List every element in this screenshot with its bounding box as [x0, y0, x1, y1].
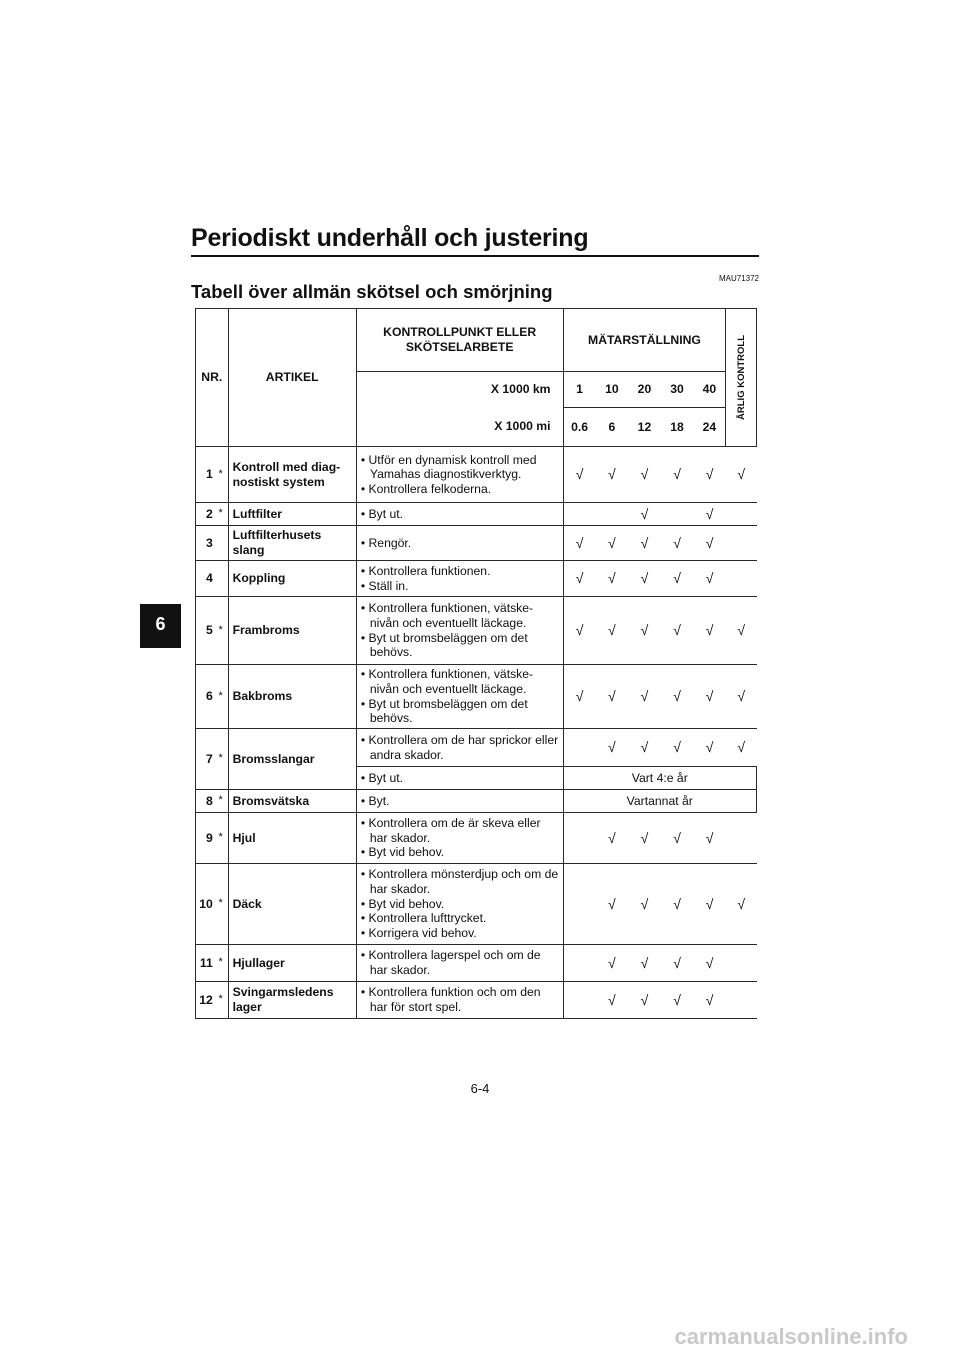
check-mark: √ — [693, 813, 726, 864]
check-description: • Kontrollera funktion och om den har för stort spel. — [356, 982, 563, 1019]
header-matarstallning: MÄTARSTÄLLNING — [563, 309, 726, 372]
star-mark: * — [214, 447, 228, 503]
check-mark: √ — [726, 447, 757, 503]
check-description: • Kontrollera funktionen, vätske-nivån och eventuellt läckage. • Byt ut bromsbeläggen om det behövs. — [356, 665, 563, 729]
item-name: Bromsvätska — [228, 790, 356, 813]
row-number: 8 — [196, 790, 214, 813]
check-mark: √ — [661, 526, 694, 561]
check-mark: √ — [726, 597, 757, 665]
row-number: 7 — [196, 729, 214, 790]
header-nr: NR. — [196, 309, 229, 447]
check-mark: √ — [693, 665, 726, 729]
table-row — [196, 447, 757, 503]
check-mark: √ — [661, 864, 694, 945]
check-mark: √ — [563, 597, 596, 665]
check-mark: √ — [661, 945, 694, 982]
check-mark: √ — [661, 561, 694, 597]
item-name: Koppling — [228, 561, 356, 597]
check-mark: √ — [563, 447, 596, 503]
row-number: 3 — [196, 526, 214, 561]
check-mark: √ — [693, 447, 726, 503]
interval-text: Vart 4:e år — [563, 767, 756, 790]
check-mark: √ — [596, 982, 629, 1019]
star-mark: * — [214, 729, 228, 790]
check-mark: √ — [661, 597, 694, 665]
check-mark: √ — [693, 729, 726, 767]
mi-value: 24 — [693, 408, 726, 447]
check-mark: √ — [661, 729, 694, 767]
star-mark: * — [214, 665, 228, 729]
item-name: Luftfilterhusets slang — [228, 526, 356, 561]
item-name: Kontroll med diag-nostiskt system — [228, 447, 356, 503]
check-description: • Byt ut. — [356, 767, 563, 790]
mi-value: 0.6 — [563, 408, 596, 447]
check-mark: √ — [596, 597, 629, 665]
check-mark: √ — [628, 945, 661, 982]
star-mark: * — [214, 945, 228, 982]
check-mark: √ — [661, 447, 694, 503]
reference-code: MAU71372 — [718, 274, 759, 283]
check-mark: √ — [563, 561, 596, 597]
check-mark: √ — [628, 729, 661, 767]
check-mark: √ — [563, 665, 596, 729]
check-mark: √ — [661, 813, 694, 864]
check-description: • Utför en dynamisk kontroll med Yamahas diagnostikverktyg. • Kontrollera felkoderna. — [356, 447, 563, 503]
check-mark: √ — [628, 526, 661, 561]
page-number: 6-4 — [470, 1081, 490, 1096]
table-row — [196, 945, 757, 982]
km-value: 20 — [628, 372, 661, 408]
check-mark: √ — [661, 665, 694, 729]
check-mark: √ — [726, 864, 757, 945]
check-mark: √ — [596, 945, 629, 982]
check-description: • Kontrollera lagerspel och om de har skador. — [356, 945, 563, 982]
check-mark: √ — [661, 982, 694, 1019]
check-description: • Byt. — [356, 790, 563, 813]
item-name: Däck — [228, 864, 356, 945]
header-artikel: ARTIKEL — [228, 309, 356, 447]
check-description: • Kontrollera om de har sprickor eller andra skador. — [356, 729, 563, 767]
check-mark: √ — [596, 729, 629, 767]
page-title: Periodiskt underhåll och justering — [191, 224, 589, 252]
check-mark: √ — [596, 447, 629, 503]
check-mark: √ — [628, 665, 661, 729]
table-row — [196, 864, 757, 945]
item-name: Bakbroms — [228, 665, 356, 729]
check-mark: √ — [628, 447, 661, 503]
check-mark: √ — [628, 864, 661, 945]
check-mark: √ — [693, 526, 726, 561]
check-mark: √ — [596, 864, 629, 945]
check-mark: √ — [693, 503, 726, 526]
header-km-label: X 1000 km — [356, 372, 563, 408]
check-mark: √ — [693, 945, 726, 982]
star-mark: * — [214, 597, 228, 665]
check-mark: √ — [596, 665, 629, 729]
table-row — [196, 526, 757, 561]
check-description: • Kontrollera funktionen. • Ställ in. — [356, 561, 563, 597]
check-mark: √ — [693, 864, 726, 945]
interval-text: Vartannat år — [563, 790, 756, 813]
table-row — [196, 665, 757, 729]
km-value: 40 — [693, 372, 726, 408]
item-name: Svingarmsledens lager — [228, 982, 356, 1019]
check-mark: √ — [693, 982, 726, 1019]
item-name: Bromsslangar — [228, 729, 356, 790]
check-mark: √ — [726, 729, 757, 767]
header-kontrollpunkt: KONTROLLPUNKT ELLER SKÖTSELARBETE — [356, 309, 563, 372]
star-mark: * — [214, 790, 228, 813]
row-number: 1 — [196, 447, 214, 503]
check-mark: √ — [628, 503, 661, 526]
table-row — [196, 729, 757, 767]
km-value: 1 — [563, 372, 596, 408]
check-description: • Kontrollera mönsterdjup och om de har skador. • Byt vid behov. • Kontrollera lufttrycket. • Korrigera vid behov. — [356, 864, 563, 945]
row-number: 12 — [196, 982, 214, 1019]
star-mark: * — [214, 813, 228, 864]
maintenance-table — [195, 308, 757, 1019]
item-name: Hjul — [228, 813, 356, 864]
km-value: 10 — [596, 372, 629, 408]
mi-value: 18 — [661, 408, 694, 447]
item-name: Frambroms — [228, 597, 356, 665]
table-row — [196, 813, 757, 864]
check-mark: √ — [628, 561, 661, 597]
table-row — [196, 503, 757, 526]
item-name: Luftfilter — [228, 503, 356, 526]
mi-value: 12 — [628, 408, 661, 447]
chapter-tab: 6 — [140, 604, 181, 648]
check-mark: √ — [726, 665, 757, 729]
table-row — [196, 982, 757, 1019]
header-arlig-kontroll: ÅRLIG KONTROLL — [726, 309, 757, 447]
check-mark: √ — [693, 561, 726, 597]
watermark: carmanualsonline.info — [674, 1324, 908, 1349]
row-number: 9 — [196, 813, 214, 864]
row-number: 4 — [196, 561, 214, 597]
check-mark: √ — [596, 813, 629, 864]
km-value: 30 — [661, 372, 694, 408]
check-mark: √ — [693, 597, 726, 665]
mi-value: 6 — [596, 408, 629, 447]
title-rule — [191, 255, 759, 257]
table-row — [196, 790, 757, 813]
check-description: • Kontrollera om de är skeva eller har skador. • Byt vid behov. — [356, 813, 563, 864]
check-mark: √ — [628, 597, 661, 665]
row-number: 5 — [196, 597, 214, 665]
check-description: • Rengör. — [356, 526, 563, 561]
row-number: 2 — [196, 503, 214, 526]
check-mark: √ — [596, 526, 629, 561]
check-mark: √ — [628, 982, 661, 1019]
header-mi-label: X 1000 mi — [356, 408, 563, 447]
table-row — [196, 597, 757, 665]
row-number: 11 — [196, 945, 214, 982]
row-number: 10 — [196, 864, 214, 945]
star-mark: * — [214, 503, 228, 526]
item-name: Hjullager — [228, 945, 356, 982]
check-mark: √ — [628, 813, 661, 864]
check-mark: √ — [596, 561, 629, 597]
star-mark: * — [214, 982, 228, 1019]
check-mark: √ — [563, 526, 596, 561]
section-title: Tabell över allmän skötsel och smörjning — [191, 281, 553, 302]
star-mark: * — [214, 864, 228, 945]
check-description: • Kontrollera funktionen, vätske-nivån och eventuellt läckage. • Byt ut bromsbeläggen om det behövs. — [356, 597, 563, 665]
check-description: • Byt ut. — [356, 503, 563, 526]
row-number: 6 — [196, 665, 214, 729]
table-row — [196, 561, 757, 597]
